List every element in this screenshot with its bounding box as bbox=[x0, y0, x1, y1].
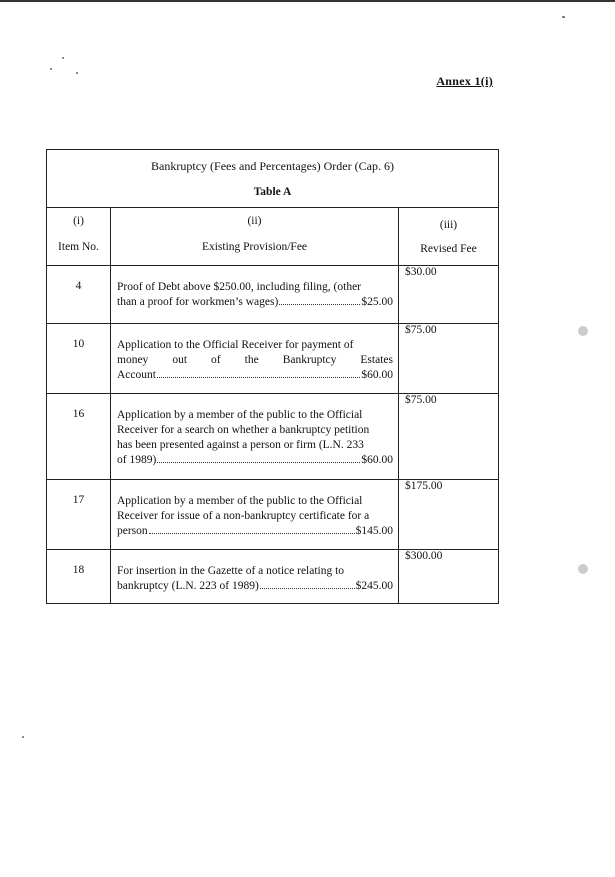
fees-table bbox=[46, 149, 499, 604]
scan-speck bbox=[578, 564, 588, 574]
column-header-item bbox=[47, 208, 111, 266]
provision-description bbox=[111, 480, 399, 550]
description-line: Proof of Debt above $250.00, including filing, (other bbox=[117, 281, 362, 293]
revised-fee: $30.00 bbox=[398, 266, 498, 324]
column-label: Revised Fee bbox=[420, 243, 477, 255]
column-number: (iii) bbox=[439, 219, 458, 231]
existing-fee: $25.00 bbox=[361, 296, 393, 308]
column-header-revised bbox=[398, 208, 498, 266]
column-label: Existing Provision/Fee bbox=[201, 241, 308, 253]
description-line: has been presented against a person or firm (L.N. 233 bbox=[117, 439, 364, 451]
item-number: 17 bbox=[47, 480, 111, 550]
description-text: person bbox=[117, 525, 148, 537]
revised-fee: $75.00 bbox=[398, 324, 498, 394]
description-line: Application to the Official Receiver for payment of bbox=[117, 339, 354, 351]
description-last-line bbox=[117, 295, 393, 310]
description-text: bankruptcy (L.N. 223 of 1989) bbox=[117, 580, 259, 592]
description-text: of 1989) bbox=[117, 454, 157, 466]
existing-fee: $60.00 bbox=[361, 369, 393, 381]
revised-fee: $175.00 bbox=[398, 480, 498, 550]
column-label: Item No. bbox=[58, 241, 99, 253]
item-number: 18 bbox=[47, 550, 111, 604]
provision-description bbox=[111, 394, 399, 480]
dot-leader bbox=[279, 304, 360, 305]
description-last-line bbox=[117, 368, 393, 383]
table-row bbox=[47, 324, 499, 394]
scan-speck bbox=[62, 57, 64, 59]
description-line: Receiver for issue of a non-bankruptcy certificate for a bbox=[117, 510, 370, 522]
annex-label: Annex 1(i) bbox=[436, 74, 493, 88]
scan-speck bbox=[50, 68, 52, 70]
description-line: Receiver for a search on whether a bankruptcy petition bbox=[117, 424, 370, 436]
scan-speck bbox=[578, 326, 588, 336]
existing-fee: $60.00 bbox=[361, 454, 393, 466]
item-number: 4 bbox=[47, 266, 111, 324]
table-title: Bankruptcy (Fees and Percentages) Order (Cap. 6) bbox=[151, 159, 394, 173]
existing-fee: $245.00 bbox=[355, 580, 393, 592]
table-header-row bbox=[47, 208, 499, 266]
table-row bbox=[47, 550, 499, 604]
description-last-line bbox=[117, 453, 393, 468]
table-subtitle: Table A bbox=[253, 186, 292, 198]
description-text: Account bbox=[117, 369, 156, 381]
dot-leader bbox=[157, 377, 360, 378]
revised-fee: $300.00 bbox=[398, 550, 498, 604]
page-top-edge bbox=[0, 0, 615, 2]
provision-description bbox=[111, 266, 399, 324]
dot-leader bbox=[149, 533, 355, 534]
dot-leader bbox=[157, 462, 360, 463]
item-number: 16 bbox=[47, 394, 111, 480]
description-text: than a proof for workmen’s wages) bbox=[117, 296, 279, 308]
description-line: Application by a member of the public to the Official bbox=[117, 495, 363, 507]
scan-speck bbox=[562, 16, 565, 18]
description-line: money out of the Bankruptcy Estates bbox=[117, 354, 393, 366]
column-header-existing bbox=[111, 208, 399, 266]
table-row bbox=[47, 480, 499, 550]
provision-description bbox=[111, 324, 399, 394]
scan-speck bbox=[22, 736, 24, 738]
description-line: For insertion in the Gazette of a notice relating to bbox=[117, 565, 345, 577]
table-row bbox=[47, 394, 499, 480]
dot-leader bbox=[260, 588, 355, 589]
table-caption-row bbox=[47, 150, 499, 208]
column-number: (i) bbox=[73, 215, 84, 227]
description-line: Application by a member of the public to the Official bbox=[117, 409, 363, 421]
description-last-line bbox=[117, 524, 393, 539]
table-caption bbox=[47, 150, 499, 208]
revised-fee: $75.00 bbox=[398, 394, 498, 480]
table-row bbox=[47, 266, 499, 324]
column-number: (ii) bbox=[247, 215, 262, 227]
existing-fee: $145.00 bbox=[355, 525, 393, 537]
description-last-line bbox=[117, 579, 393, 594]
item-number: 10 bbox=[47, 324, 111, 394]
provision-description bbox=[111, 550, 399, 604]
scan-speck bbox=[76, 72, 78, 74]
